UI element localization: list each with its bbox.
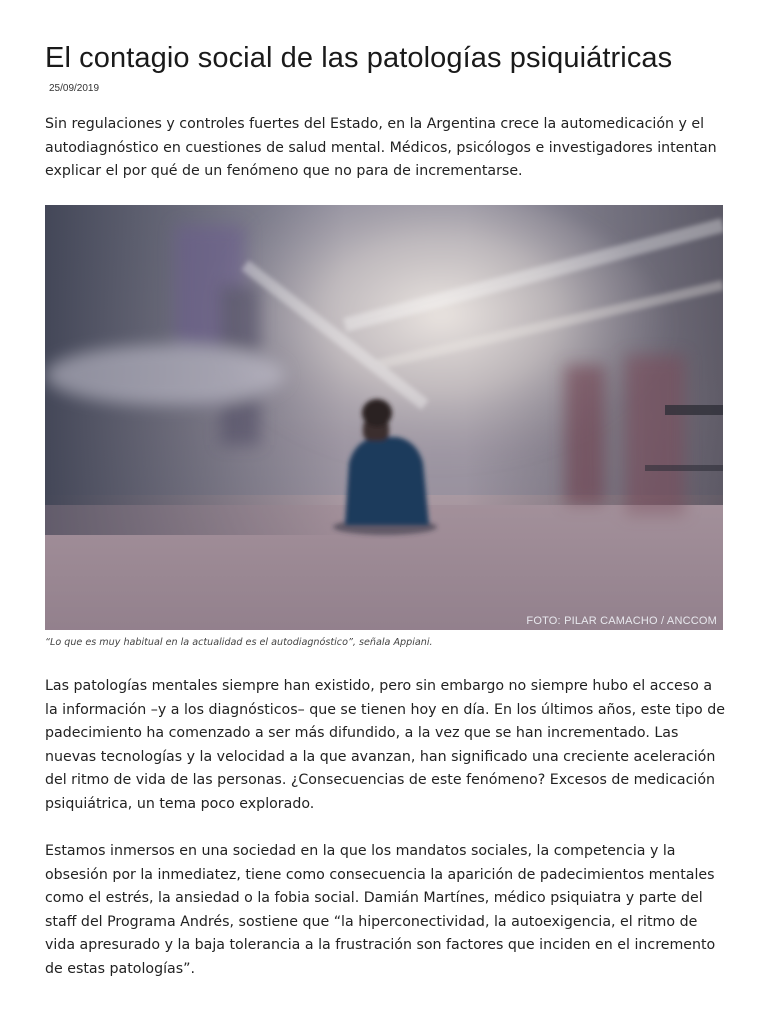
paragraph: Las patologías mentales siempre han existido, pero sin embargo no siempre hubo el acceso a la información –y a los diagnósticos– que se tienen hoy en día. En los últimos años, este tipo de padecimiento ha comenzado a ser más difundido, a la vez que se han incrementado. Las nuevas tecnologías y la velocidad a la que avanzan, han significado una creciente aceleración del ritmo de vida de las personas. ¿Consecuencias de este fenómeno? Excesos de medicación psiquiátrica, un tema poco explorado. <box>45 678 725 812</box>
article-photo <box>45 205 723 630</box>
article-lead: Sin regulaciones y controles fuertes del Estado, en la Argentina crece la automedicación y el autodiagnóstico en cuestiones de salud mental. Médicos, psicólogos e investigadores intentan explicar el por qué de un fenómeno que no para de incrementarse. <box>45 116 717 179</box>
paragraph: Estamos inmersos en una sociedad en la que los mandatos sociales, la competencia y la obsesión por la inmediatez, tiene como consecuencia la aparición de padecimientos mentales como el estrés, la ansiedad o la fobia social. Damián Martínes, médico psiquiatra y parte del staff del Programa Andrés, sostiene que “la hiperconectividad, la autoexigencia, el ritmo de vida apresurado y la baja tolerancia a la frustración son factores que inciden en el incremento de estas patologías”. <box>45 843 716 977</box>
article-header <box>45 38 725 184</box>
motion-blur-photo <box>45 205 723 630</box>
photo-caption: “Lo que es muy habitual en la actualidad es el autodiagnóstico”, señala Appiani. <box>45 637 433 648</box>
photo-credit: FOTO: PILAR CAMACHO / ANCCOM <box>526 615 717 627</box>
article-title: El contagio social de las patologías psiquiátricas <box>45 42 673 74</box>
article-body <box>45 675 727 1005</box>
article-date: 25/09/2019 <box>49 83 100 94</box>
